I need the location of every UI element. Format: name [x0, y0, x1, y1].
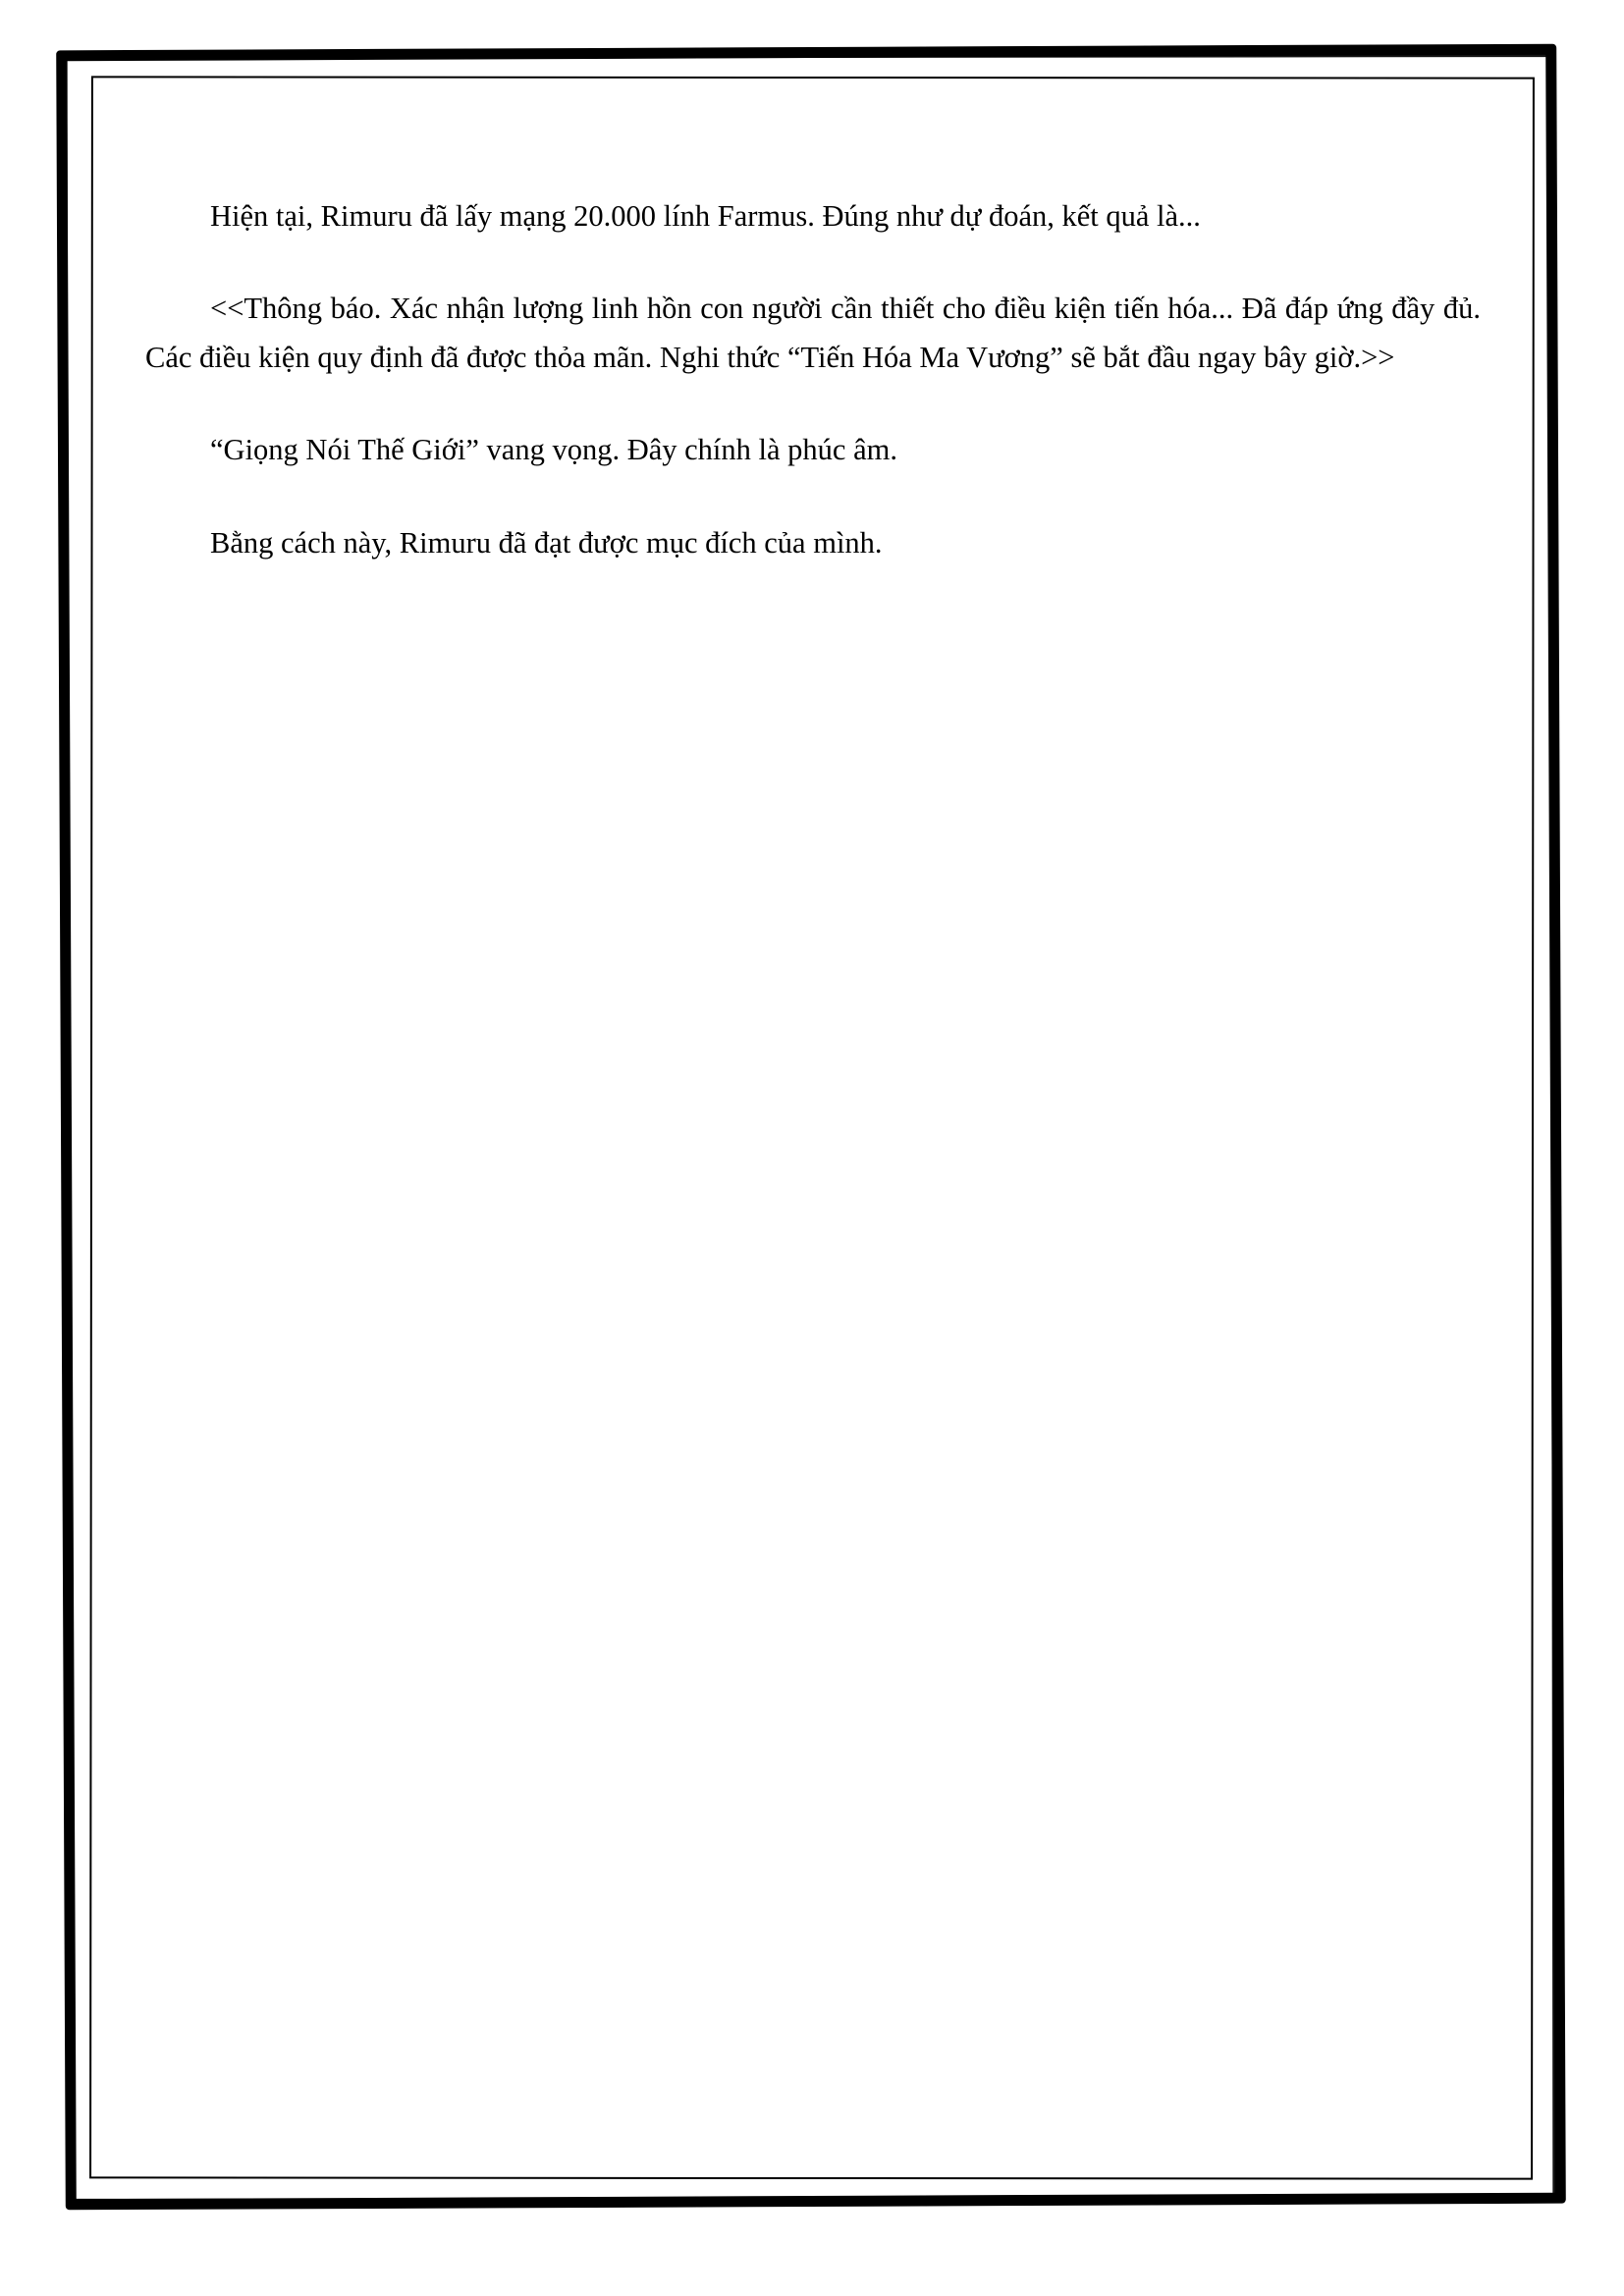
- paragraph: <<Thông báo. Xác nhận lượng linh hồn con người cần thiết cho điều kiện tiến hóa... Đã đáp ứng đầy đủ. Các điều kiện quy định đã được thỏa mãn. Nghi thức “Tiến Hóa Ma Vương” sẽ bắt đầu ngay bây giờ.>>: [145, 292, 1481, 374]
- paragraph: Bằng cách này, Rimuru đã đạt được mục đích của mình.: [210, 525, 883, 560]
- paragraph: “Giọng Nói Thế Giới” vang vọng. Đây chính là phúc âm.: [210, 433, 897, 467]
- page-text-content: [145, 192, 1481, 567]
- paragraph: Hiện tại, Rimuru đã lấy mạng 20.000 lính Farmus. Đúng như dự đoán, kết quả là...: [210, 199, 1201, 233]
